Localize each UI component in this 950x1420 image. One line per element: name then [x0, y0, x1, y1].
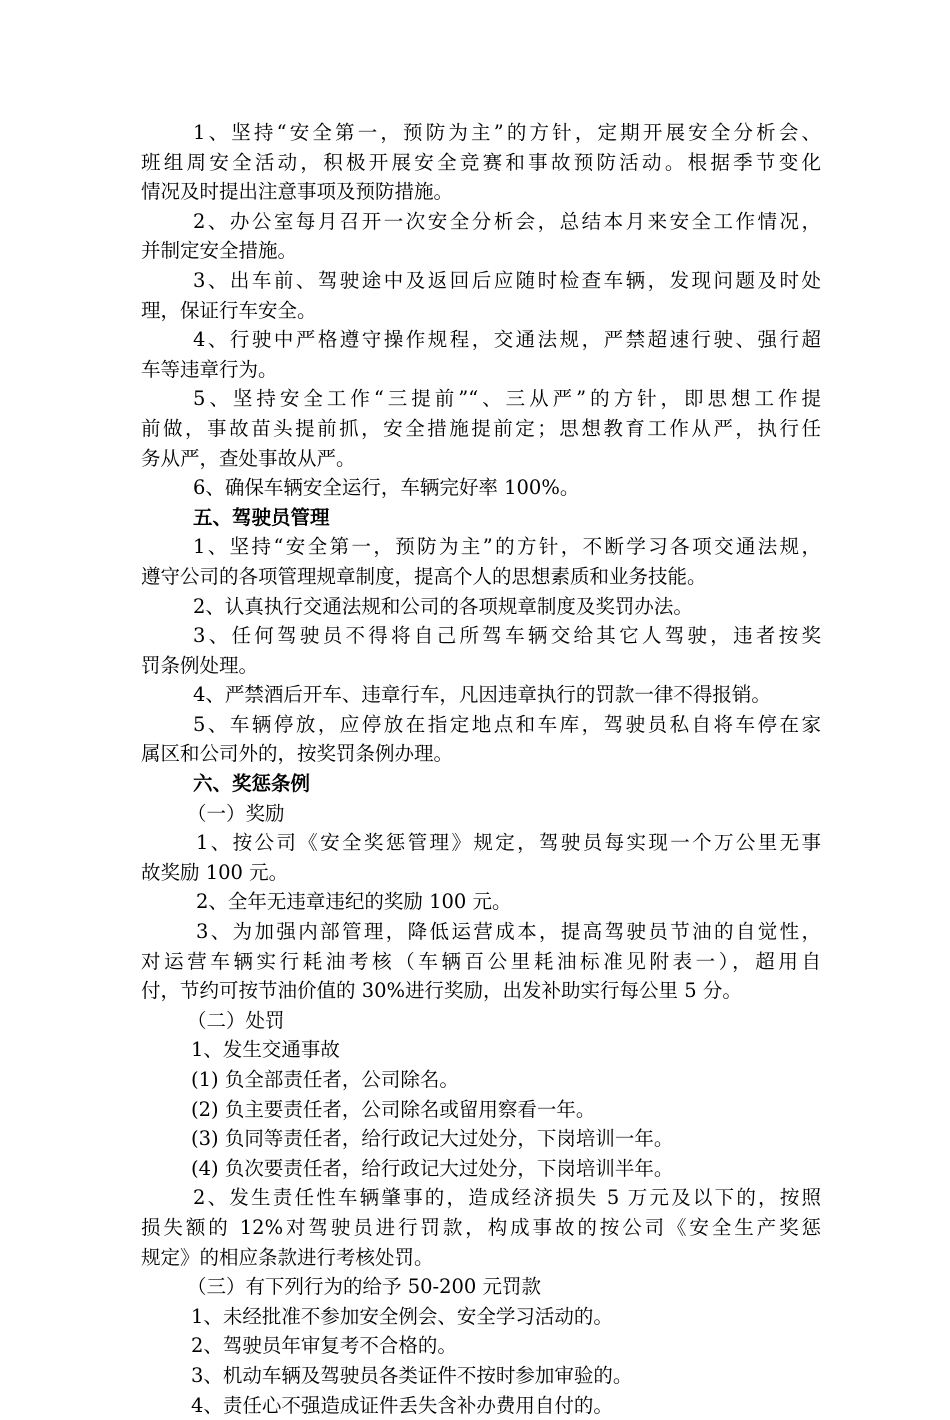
paragraph-line: 情况及时提出注意事项及预防措施。	[141, 180, 454, 204]
paragraph-line: 罚条例处理。	[141, 653, 259, 677]
paragraph-line: 务从严，查处事故从严。	[141, 446, 356, 470]
document-body	[141, 118, 821, 1420]
list-item: 1、未经批准不参加安全例会、安全学习活动的。	[191, 1304, 613, 1328]
paragraph-line: 1、坚持“安全第一，预防为主”的方针，定期开展安全分析会、	[193, 121, 821, 144]
paragraph-line: 2、认真执行交通法规和公司的各项规章制度及奖罚办法。	[193, 594, 693, 618]
paragraph-line: 3、出车前、驾驶途中及返回后应随时检查车辆，发现问题及时处	[193, 268, 821, 292]
list-item: 4、责任心不强造成证件丢失含补办费用自付的。	[191, 1393, 613, 1417]
paragraph-line: 4、行驶中严格遵守操作规程，交通法规，严禁超速行驶、强行超	[193, 328, 821, 352]
list-item: (4) 负次要责任者，给行政记大过处分，下岗培训半年。	[191, 1156, 674, 1180]
list-item: (2) 负主要责任者，公司除名或留用察看一年。	[191, 1097, 596, 1121]
list-item: 2、驾驶员年审复考不合格的。	[191, 1334, 457, 1358]
paragraph-line: 规定》的相应条款进行考核处罚。	[141, 1245, 434, 1269]
paragraph-line: 1、按公司《安全奖惩管理》规定，驾驶员每实现一个万公里无事	[196, 831, 821, 855]
paragraph-line: 5、坚持安全工作“三提前”“、三从严”的方针，即思想工作提	[193, 387, 821, 411]
paragraph-line: 1、发生交通事故	[191, 1038, 340, 1062]
section-heading: 五、驾驶员管理	[193, 505, 330, 529]
paragraph-line: 故奖励 100 元。	[141, 860, 289, 884]
paragraph-line: 遵守公司的各项管理规章制度，提高个人的思想素质和业务技能。	[141, 564, 707, 588]
paragraph-line: 前做，事故苗头提前抓，安全措施提前定；思想教育工作从严，执行任	[141, 416, 821, 440]
paragraph-line: 对运营车辆实行耗油考核（车辆百公里耗油标准见附表一），超用自	[141, 949, 821, 973]
subsection-heading: （二）处罚	[187, 1008, 285, 1032]
paragraph-line: 属区和公司外的，按奖罚条例办理。	[141, 742, 454, 766]
list-item: (3) 负同等责任者，给行政记大过处分，下岗培训一年。	[191, 1127, 674, 1151]
paragraph-line: 2、全年无违章违纪的奖励 100 元。	[196, 890, 512, 914]
paragraph-line: 损失额的 12%对驾驶员进行罚款，构成事故的按公司《安全生产奖惩	[141, 1215, 821, 1239]
paragraph-line: 1、坚持“安全第一，预防为主”的方针，不断学习各项交通法规，	[193, 535, 821, 559]
paragraph-line: 3、为加强内部管理，降低运营成本，提高驾驶员节油的自觉性，	[196, 920, 821, 944]
paragraph-line: 6、确保车辆安全运行，车辆完好率 100%。	[193, 476, 580, 500]
paragraph-line: 2、办公室每月召开一次安全分析会，总结本月来安全工作情况，	[193, 209, 821, 233]
paragraph-line: 班组周安全活动，积极开展安全竞赛和事故预防活动。根据季节变化	[141, 150, 821, 174]
paragraph-line: 4、严禁酒后开车、违章行车，凡因违章执行的罚款一律不得报销。	[193, 683, 771, 707]
list-item: (1) 负全部责任者，公司除名。	[191, 1068, 459, 1091]
subsection-heading: （三）有下列行为的给予 50-200 元罚款	[187, 1275, 542, 1299]
paragraph-line: 并制定安全措施。	[141, 239, 298, 263]
subsection-heading: （一）奖励	[187, 801, 285, 825]
paragraph-line: 付，节约可按节油价值的 30%进行奖励，出发补助实行每公里 5 分。	[141, 979, 742, 1003]
paragraph-line: 车等违章行为。	[141, 357, 278, 381]
list-item: 3、机动车辆及驾驶员各类证件不按时参加审验的。	[191, 1363, 633, 1387]
paragraph-line: 5、车辆停放，应停放在指定地点和车库，驾驶员私自将车停在家	[193, 712, 821, 736]
section-heading: 六、奖惩条例	[193, 772, 311, 796]
paragraph-line: 3、任何驾驶员不得将自己所驾车辆交给其它人驾驶，违者按奖	[193, 624, 821, 648]
paragraph-line: 理，保证行车安全。	[141, 298, 317, 322]
paragraph-line: 2、发生责任性车辆肇事的，造成经济损失 5 万元及以下的，按照	[193, 1186, 821, 1210]
